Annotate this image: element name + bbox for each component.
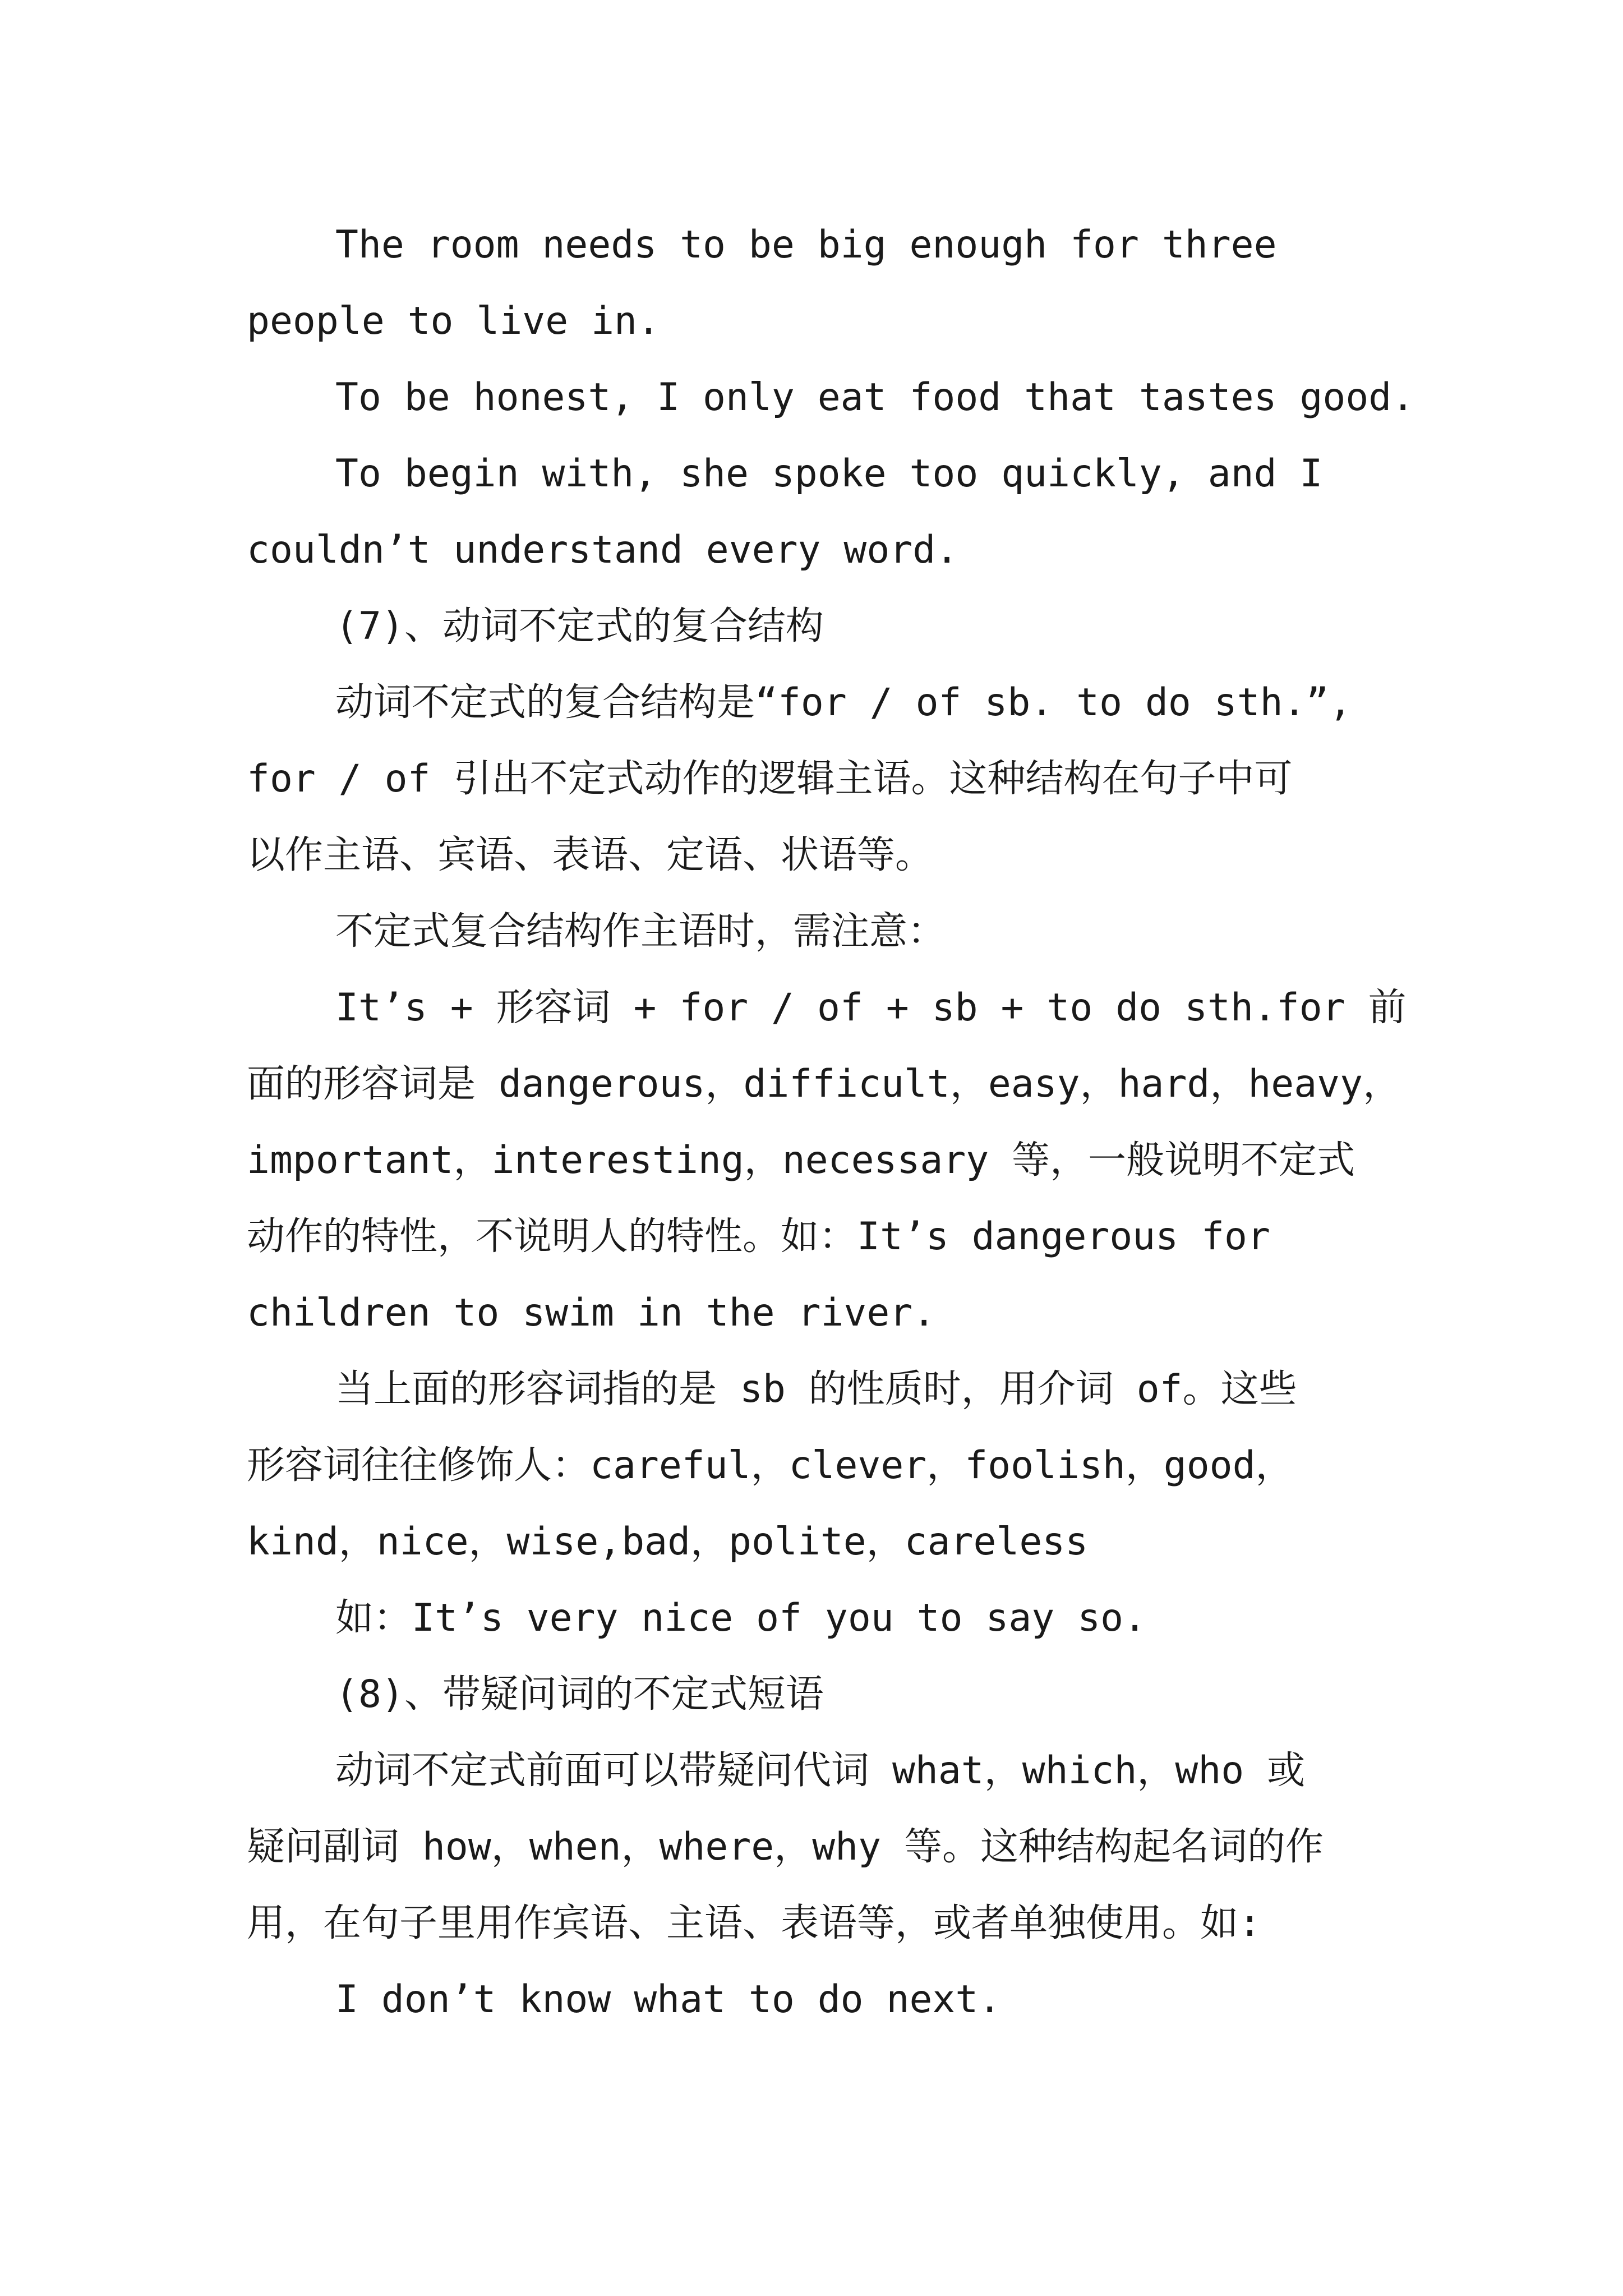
text-line: 如：It’s very nice of you to say so. (335, 1596, 1147, 1640)
text-line: To be honest, I only eat food that tastes good. (335, 375, 1415, 420)
text-line: kind，nice，wise,bad，polite，careless (247, 1520, 1089, 1564)
text-line: people to live in. (247, 299, 660, 343)
text-line: children to swim in the river. (247, 1291, 936, 1335)
text-line: important，interesting，necessary 等，一般说明不定式 (247, 1138, 1355, 1182)
text-line: for / of 引出不定式动作的逻辑主语。这种结构在句子中可 (247, 757, 1293, 801)
text-line: 形容词往往修饰人：careful，clever，foolish，good， (247, 1443, 1294, 1488)
text-line: 用，在句子里用作宾语、主语、表语等，或者单独使用。如: (247, 1901, 1261, 1945)
text-line: couldn’t understand every word. (247, 528, 959, 572)
text-line: It’s + 形容词 + for / of + sb + to do sth.for 前 (335, 986, 1407, 1030)
text-line: 面的形容词是 dangerous，difficult，easy，hard，heavy， (247, 1062, 1401, 1106)
text-line: 动作的特性，不说明人的特性。如：It’s dangerous for (247, 1214, 1270, 1259)
text-line: 以作主语、宾语、表语、定语、状语等。 (247, 833, 934, 877)
section-heading: (8)、带疑问词的不定式短语 (335, 1672, 824, 1717)
text-line: 疑问副词 how，when，where，why 等。这种结构起名词的作 (247, 1825, 1324, 1869)
text-line: 动词不定式前面可以带疑问代词 what，which，who 或 (335, 1749, 1306, 1793)
text-line: 不定式复合结构作主语时，需注意： (335, 909, 946, 954)
text-line: The room needs to be big enough for three (335, 223, 1277, 267)
text-line: I don’t know what to do next. (335, 1977, 1002, 2022)
text-line: 动词不定式的复合结构是“for / of sb. to do sth.”, (335, 680, 1352, 725)
text-line: To begin with, she spoke too quickly, and I (335, 452, 1323, 496)
text-line: 当上面的形容词指的是 sb 的性质时，用介词 of。这些 (335, 1367, 1297, 1411)
section-heading: (7)、动词不定式的复合结构 (335, 604, 824, 648)
